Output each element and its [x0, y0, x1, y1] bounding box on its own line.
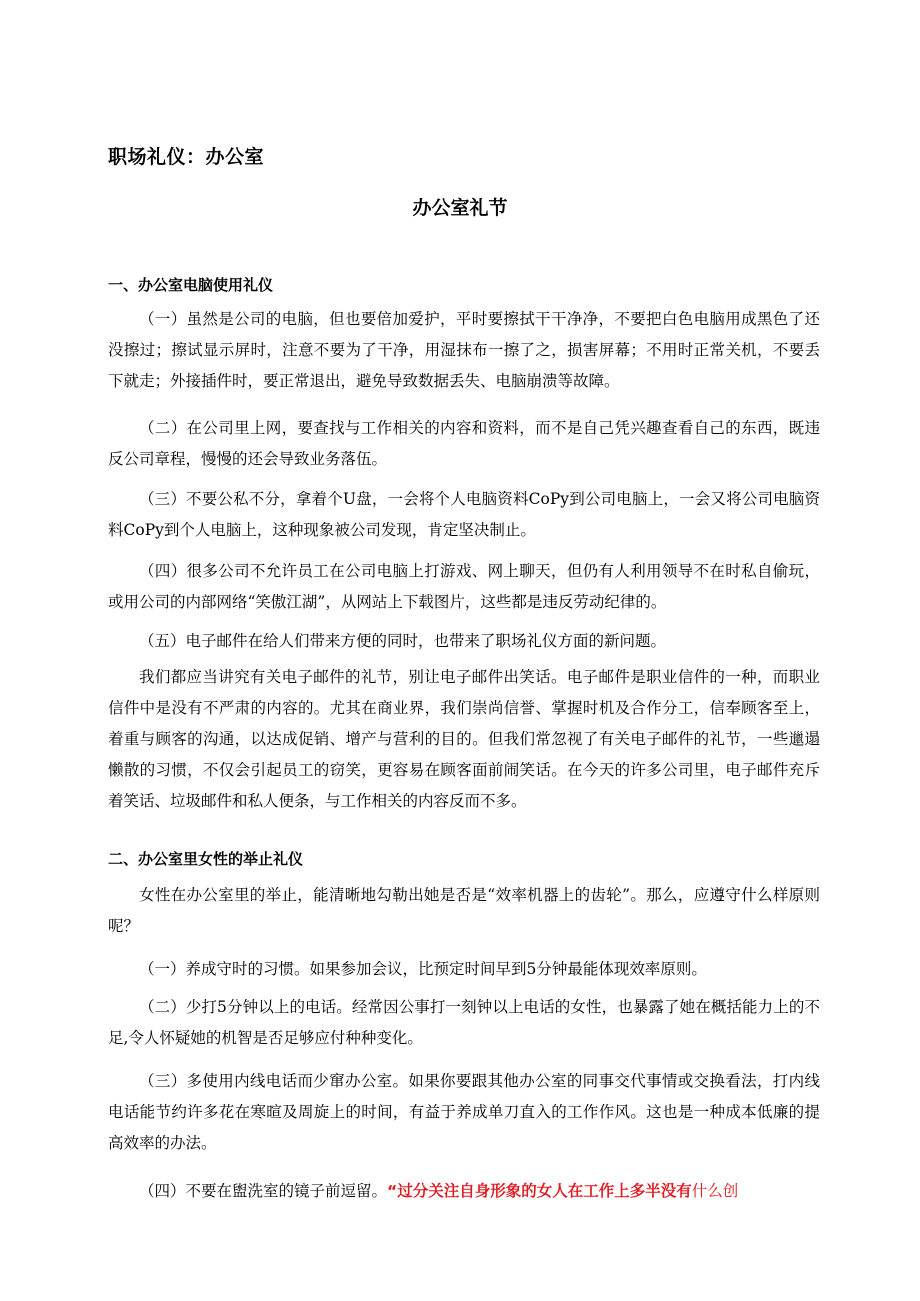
paragraph: （二）在公司里上网，要查找与工作相关的内容和资料，而不是自己凭兴趣查看自己的东西，既违反公司章程，慢慢的还会导致业务落伍。 [108, 419, 820, 468]
paragraph: （一）虽然是公司的电脑，但也要倍加爱护，平时要擦拭干干净净，不要把白色电脑用成黑色了还没擦过；擦试显示屏时，注意不要为了干净，用湿抹布一擦了之，损害屏幕；不用时正常关机，不要丢下就走；外接插件时，要正常退出，避免导致数据丢失、电脑崩溃等故障。 [108, 310, 820, 390]
paragraph: 女性在办公室里的举止，能清晰地勾勒出她是否是“效率机器上的齿轮”。那么，应遵守什么样原则呢？ [108, 886, 820, 935]
section-1-heading: 一、办公室电脑使用礼仪 [108, 276, 274, 294]
paragraph: 我们都应当讲究有关电子邮件的礼节，别让电子邮件出笑话。电子邮件是职业信件的一种，而职业信件中是没有不严肃的内容的。尤其在商业界，我们崇尚信誉、掌握时机及合作分工，信奉顾客至上，着重与顾客的沟通，以达成促销、增产与营利的目的。但我们常忽视了有关电子邮件的礼节，一些邋遢懒散的习惯，不仅会引起员工的窃笑，更容易在顾客面前闹笑话。在今天的许多公司里，电子邮件充斥着笑话、垃圾邮件和私人便条，与工作相关的内容反而不多。 [108, 668, 820, 810]
main-title: 办公室礼节 [412, 197, 508, 219]
paragraph-last [108, 1176, 820, 1207]
last-plain-text: （四）不要在盥洗室的镜子前逗留。 [139, 1182, 388, 1200]
highlighted-tail: 什么创 [691, 1182, 739, 1200]
highlighted-quote: “过分关注自身形象的女人在工作上多半没有 [387, 1182, 692, 1200]
paragraph: （三）不要公私不分，拿着个U盘，一会将个人电脑资料CoPy到公司电脑上，一会又将公司电脑资料CoPy到个人电脑上，这种现象被公司发现，肯定坚决制止。 [108, 490, 820, 539]
paragraph: （四）很多公司不允许员工在公司电脑上打游戏、网上聊天，但仍有人利用领导不在时私自偷玩，或用公司的内部网络“笑傲江湖”，从网站上下载图片，这些都是违反劳动纪律的。 [108, 562, 820, 611]
section-2-heading: 二、办公室里女性的举止礼仪 [108, 850, 304, 868]
paragraph: （三）多使用内线电话而少窜办公室。如果你要跟其他办公室的同事交代事情或交换看法，打内线电话能节约许多花在寒暄及周旋上的时间，有益于养成单刀直入的工作作风。这也是一种成本低廉的提高效率的办法。 [108, 1072, 820, 1152]
paragraph: （一）养成守时的习惯。如果参加会议，比预定时间早到5分钟最能体现效率原则。 [139, 960, 707, 978]
paragraph: （五）电子邮件在给人们带来方便的同时，也带来了职场礼仪方面的新问题。 [139, 632, 667, 650]
document-title: 职场礼仪：办公室 [108, 146, 265, 168]
paragraph: （二）少打5分钟以上的电话。经常因公事打一刻钟以上电话的女性，也暴露了她在概括能力上的不足,令人怀疑她的机智是否足够应付种种变化。 [108, 998, 820, 1047]
